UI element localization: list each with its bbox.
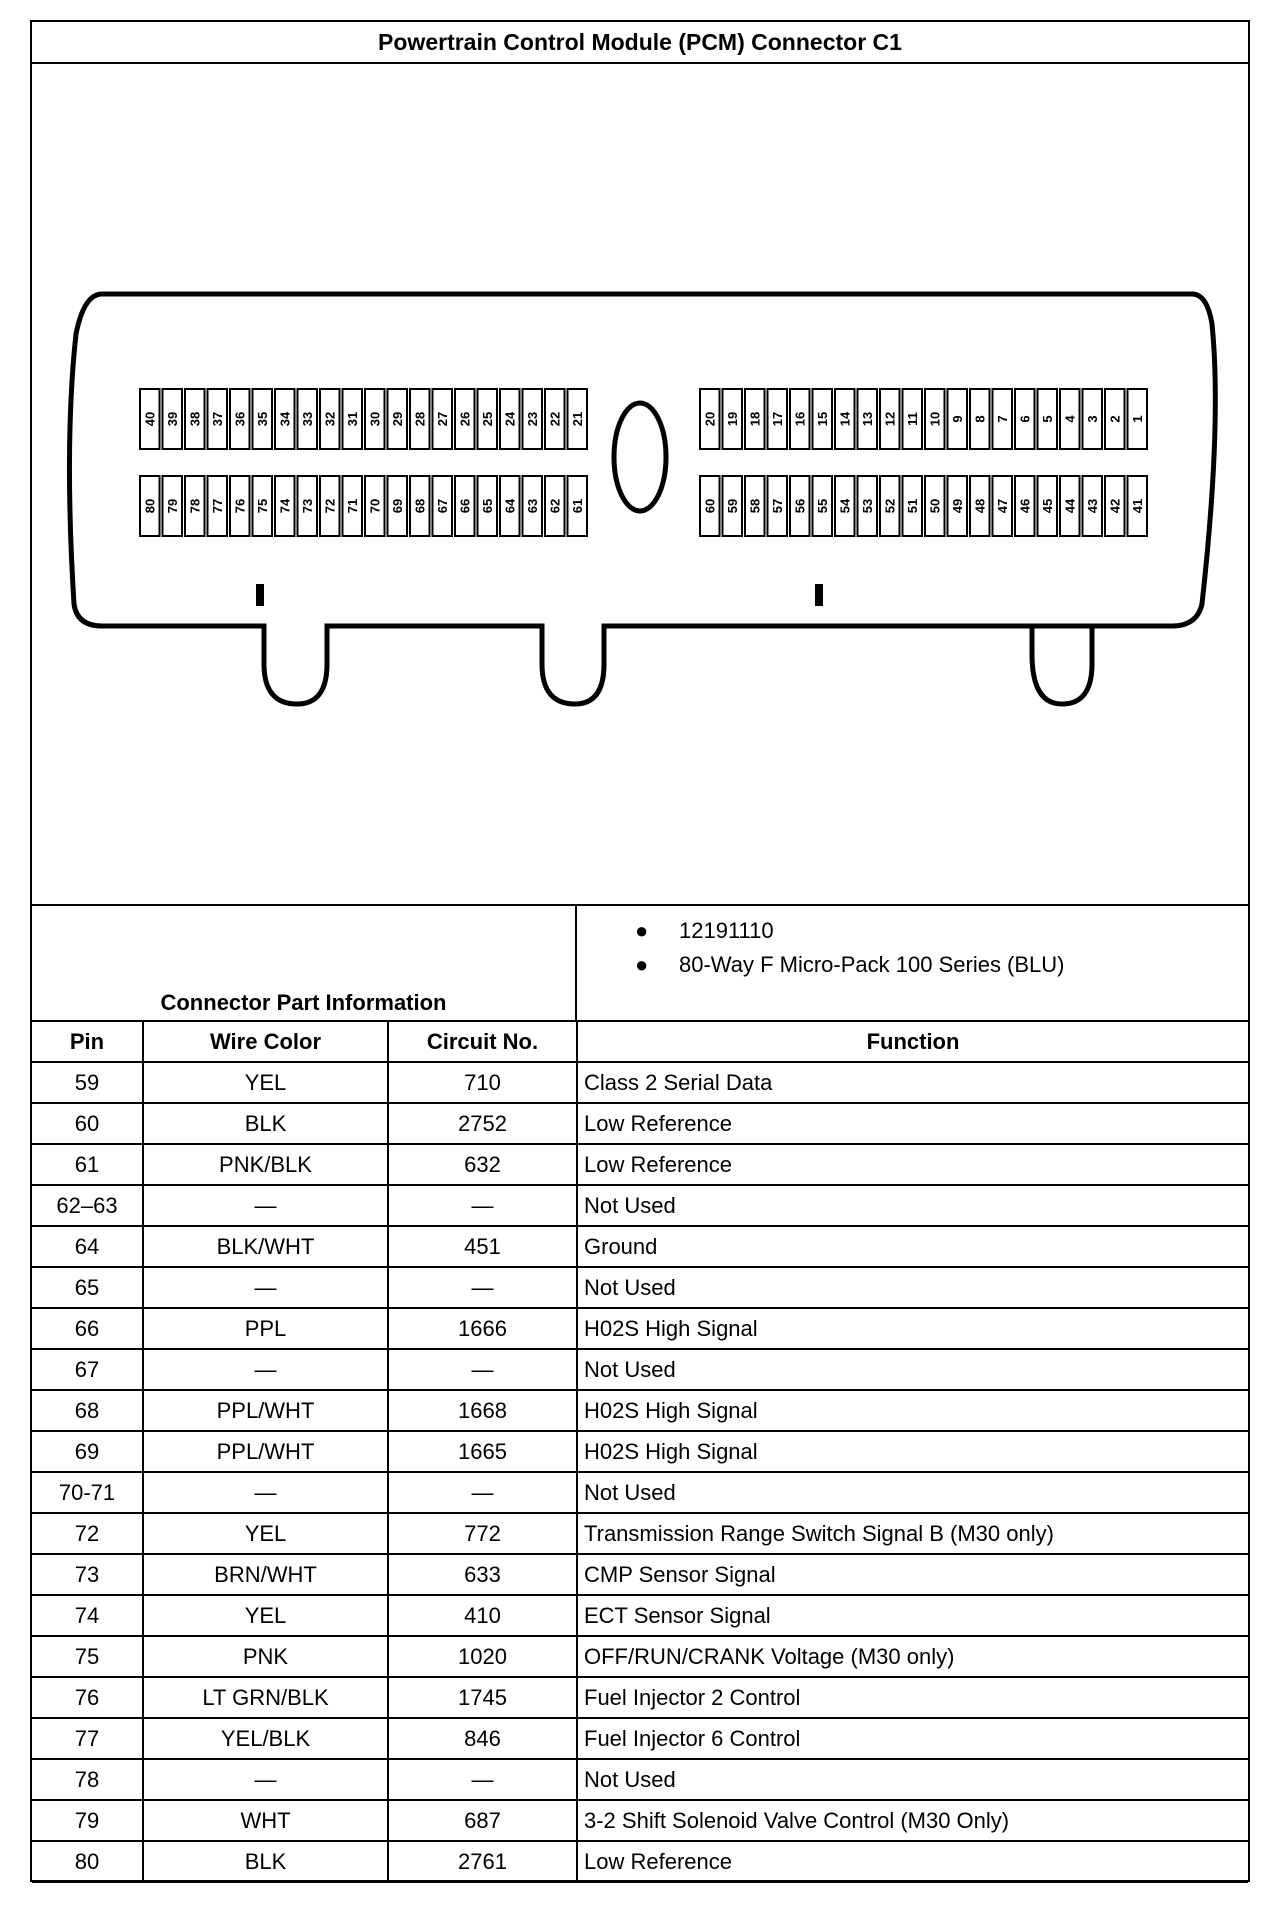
pin-number-label: 18 [747,411,763,427]
wire-color-cell: BLK/WHT [143,1226,388,1267]
circuit-cell: 2752 [388,1103,577,1144]
pin-cell: 74 [32,1595,143,1636]
table-row [32,1718,1248,1759]
wire-color-cell: BRN/WHT [143,1554,388,1595]
circuit-cell: — [388,1759,577,1800]
pin-number-label: 60 [702,498,718,514]
pin-number-label: 55 [814,498,830,514]
wire-color-cell: YEL [143,1595,388,1636]
circuit-cell: 410 [388,1595,577,1636]
table-row [32,1185,1248,1226]
wire-color-cell: — [143,1267,388,1308]
pin-number-label: 74 [277,498,293,514]
part-info-values-cell [577,906,1248,1020]
part-info-row [32,904,1248,1022]
pin-cell: 72 [32,1513,143,1554]
pin-number-label: 43 [1084,498,1100,514]
pin-number-label: 54 [837,498,853,514]
pin-number-label: 14 [837,411,853,427]
pin-cell: 68 [32,1390,143,1431]
function-cell: Not Used [577,1759,1248,1800]
pin-number-label: 77 [209,498,225,514]
pin-number-label: 76 [232,498,248,514]
pin-number-label: 70 [367,498,383,514]
key-mark-right [815,584,823,606]
circuit-cell: 632 [388,1144,577,1185]
circuit-cell: 1666 [388,1308,577,1349]
table-row [32,1759,1248,1800]
function-cell: OFF/RUN/CRANK Voltage (M30 only) [577,1636,1248,1677]
pin-number-label: 10 [927,411,943,427]
pin-cell: 69 [32,1431,143,1472]
pin-cell: 64 [32,1226,143,1267]
function-cell: H02S High Signal [577,1308,1248,1349]
bullet-icon: ● [635,952,649,977]
pin-number-label: 13 [859,411,875,427]
pin-cell: 61 [32,1144,143,1185]
pin-number-label: 40 [142,411,158,427]
pin-cell: 73 [32,1554,143,1595]
pin-number-label: 39 [164,411,180,427]
circuit-cell: 772 [388,1513,577,1554]
pin-number-label: 72 [322,498,338,514]
pin-number-label: 20 [702,411,718,427]
header-circuit-no: Circuit No. [388,1021,577,1062]
table-row [32,1390,1248,1431]
table-row [32,1841,1248,1882]
circuit-cell: — [388,1349,577,1390]
pin-number-label: 35 [254,411,270,427]
function-cell: Fuel Injector 2 Control [577,1677,1248,1718]
wire-color-cell: — [143,1349,388,1390]
header-function: Function [577,1021,1248,1062]
pin-number-label: 79 [164,498,180,514]
circuit-cell: 1020 [388,1636,577,1677]
pin-number-label: 75 [254,498,270,514]
pin-cell: 80 [32,1841,143,1882]
pin-cell: 67 [32,1349,143,1390]
table-row [32,1226,1248,1267]
function-cell: Low Reference [577,1841,1248,1882]
pin-number-label: 25 [479,411,495,427]
circuit-cell: 633 [388,1554,577,1595]
table-row [32,1472,1248,1513]
circuit-cell: 687 [388,1800,577,1841]
pin-number-label: 67 [434,498,450,514]
pin-cell: 60 [32,1103,143,1144]
function-cell: CMP Sensor Signal [577,1554,1248,1595]
table-row [32,1349,1248,1390]
pin-number-label: 73 [299,498,315,514]
pin-number-label: 52 [882,498,898,514]
table-row [32,1677,1248,1718]
circuit-cell: — [388,1472,577,1513]
pin-number-label: 16 [792,411,808,427]
wire-color-cell: YEL [143,1062,388,1103]
pin-number-label: 8 [972,415,988,423]
pin-number-label: 3 [1084,415,1100,423]
pin-number-label: 21 [569,411,585,427]
pin-number-label: 11 [904,412,920,426]
pin-number-label: 7 [994,415,1010,423]
wire-color-cell: — [143,1185,388,1226]
pin-number-label: 65 [479,498,495,514]
pin-number-label: 68 [412,498,428,514]
pin-number-label: 5 [1039,415,1055,423]
part-info-item [635,948,1248,982]
pin-number-label: 29 [389,411,405,427]
pin-number-label: 30 [367,411,383,427]
function-cell: Transmission Range Switch Signal B (M30 only) [577,1513,1248,1554]
pin-number-label: 71 [344,498,360,514]
pin-number-label: 63 [524,498,540,514]
pin-number-label: 56 [792,498,808,514]
wire-color-cell: PPL [143,1308,388,1349]
wire-color-cell: BLK [143,1841,388,1882]
pinout-table [32,1020,1248,1883]
pin-cell: 62–63 [32,1185,143,1226]
table-row [32,1144,1248,1185]
wire-color-cell: — [143,1759,388,1800]
pin-number-label: 28 [412,411,428,427]
pin-number-label: 45 [1039,498,1055,514]
pin-number-label: 26 [457,411,473,427]
table-row [32,1431,1248,1472]
pin-number-label: 61 [569,498,585,514]
wire-color-cell: PNK/BLK [143,1144,388,1185]
pin-number-label: 19 [724,411,740,427]
pin-cell: 76 [32,1677,143,1718]
pin-number-label: 9 [949,415,965,423]
pin-number-label: 58 [747,498,763,514]
pin-number-label: 27 [434,411,450,427]
wire-color-cell: PNK [143,1636,388,1677]
wire-color-cell: WHT [143,1800,388,1841]
circuit-cell: 2761 [388,1841,577,1882]
table-row [32,1636,1248,1677]
table-row [32,1800,1248,1841]
center-keyway [614,403,666,511]
pin-number-label: 15 [814,411,830,427]
pin-number-label: 41 [1129,498,1145,514]
function-cell: 3-2 Shift Solenoid Valve Control (M30 Only) [577,1800,1248,1841]
pin-number-label: 24 [502,411,518,427]
pin-number-label: 17 [769,411,785,427]
pin-cell: 78 [32,1759,143,1800]
pin-number-label: 22 [547,411,563,427]
circuit-cell: 1668 [388,1390,577,1431]
circuit-cell: 710 [388,1062,577,1103]
wire-color-cell: YEL [143,1513,388,1554]
function-cell: H02S High Signal [577,1390,1248,1431]
part-info-label-cell [32,906,577,1020]
table-body [32,1062,1248,1882]
pin-number-label: 32 [322,411,338,427]
pin-number-label: 37 [209,411,225,427]
header-wire-color: Wire Color [143,1021,388,1062]
circuit-cell: 451 [388,1226,577,1267]
connector-description: 80-Way F Micro-Pack 100 Series (BLU) [679,952,1065,977]
pin-number-label: 34 [277,411,293,427]
key-mark-left [256,584,264,606]
pin-number-label: 78 [187,498,203,514]
function-cell: H02S High Signal [577,1431,1248,1472]
page-title: Powertrain Control Module (PCM) Connector C1 [32,22,1248,64]
pin-cavities [140,389,1147,536]
header-pin: Pin [32,1021,143,1062]
pin-number-label: 69 [389,498,405,514]
pin-cell: 59 [32,1062,143,1103]
connector-document [30,20,1250,1882]
pin-number-label: 51 [904,498,920,514]
pin-number-label: 66 [457,498,473,514]
pin-number-label: 57 [769,498,785,514]
pin-cell: 66 [32,1308,143,1349]
pin-number-label: 44 [1062,498,1078,514]
function-cell: Not Used [577,1472,1248,1513]
wire-color-cell: LT GRN/BLK [143,1677,388,1718]
function-cell: Low Reference [577,1103,1248,1144]
part-info-item [635,914,1248,948]
function-cell: Class 2 Serial Data [577,1062,1248,1103]
pin-number-label: 23 [524,411,540,427]
table-row [32,1595,1248,1636]
pin-cell: 79 [32,1800,143,1841]
pin-number-label: 31 [344,411,360,427]
function-cell: ECT Sensor Signal [577,1595,1248,1636]
pin-cell: 65 [32,1267,143,1308]
circuit-cell: 1665 [388,1431,577,1472]
function-cell: Not Used [577,1349,1248,1390]
pin-number-label: 6 [1017,415,1033,423]
function-cell: Fuel Injector 6 Control [577,1718,1248,1759]
part-info-label: Connector Part Information [160,990,447,1015]
table-row [32,1267,1248,1308]
pin-number-label: 47 [994,498,1010,514]
table-row [32,1513,1248,1554]
wire-color-cell: PPL/WHT [143,1390,388,1431]
table-row [32,1308,1248,1349]
pin-number-label: 80 [142,498,158,514]
function-cell: Not Used [577,1267,1248,1308]
pin-number-label: 49 [949,498,965,514]
pin-cell: 75 [32,1636,143,1677]
pin-number-label: 38 [187,411,203,427]
table-row [32,1554,1248,1595]
table-row [32,1103,1248,1144]
pin-number-label: 59 [724,498,740,514]
connector-diagram [32,64,1248,904]
pin-number-label: 62 [547,498,563,514]
bullet-icon: ● [635,918,649,943]
pin-number-label: 33 [299,411,315,427]
pin-number-label: 2 [1107,415,1123,423]
wire-color-cell: BLK [143,1103,388,1144]
circuit-cell: — [388,1267,577,1308]
pin-cell: 70-71 [32,1472,143,1513]
wire-color-cell: YEL/BLK [143,1718,388,1759]
pin-number-label: 1 [1129,415,1145,423]
connector-face-drawing [32,64,1248,904]
pin-number-label: 12 [882,411,898,427]
table-row [32,1062,1248,1103]
pin-number-label: 46 [1017,498,1033,514]
function-cell: Ground [577,1226,1248,1267]
function-cell: Low Reference [577,1144,1248,1185]
pin-number-label: 64 [502,498,518,514]
function-cell: Not Used [577,1185,1248,1226]
part-info-list [577,906,1248,982]
pin-number-label: 50 [927,498,943,514]
circuit-cell: — [388,1185,577,1226]
wire-color-cell: PPL/WHT [143,1431,388,1472]
pin-number-label: 4 [1062,415,1078,423]
pin-number-label: 42 [1107,498,1123,514]
pin-number-label: 53 [859,498,875,514]
pin-number-label: 48 [972,498,988,514]
circuit-cell: 1745 [388,1677,577,1718]
circuit-cell: 846 [388,1718,577,1759]
pin-cell: 77 [32,1718,143,1759]
table-header-row [32,1021,1248,1062]
wire-color-cell: — [143,1472,388,1513]
pin-number-label: 36 [232,411,248,427]
part-number: 12191110 [679,918,774,943]
